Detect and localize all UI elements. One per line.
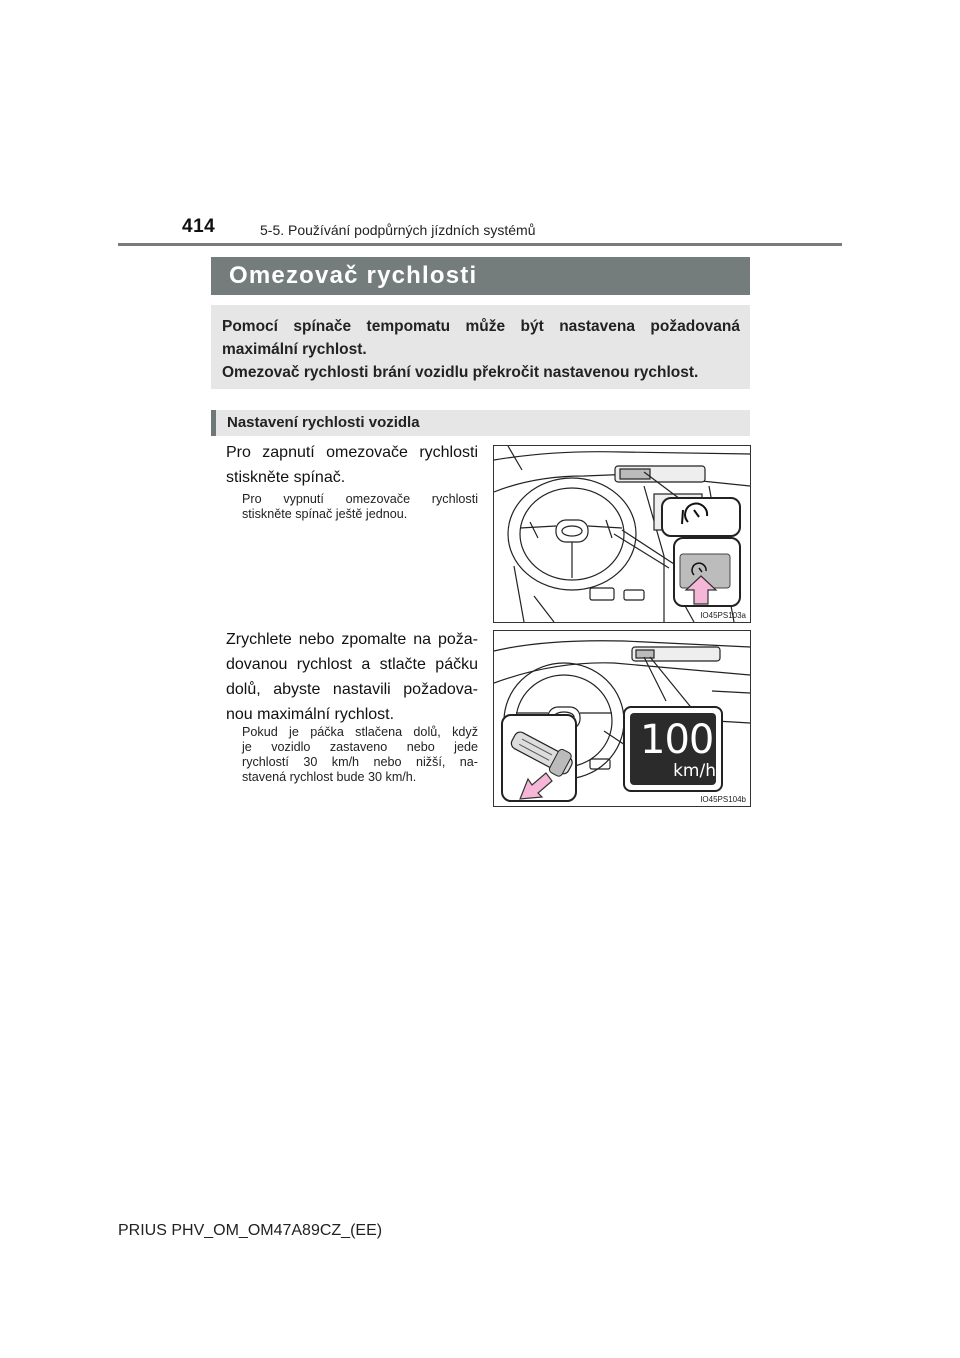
step2-note-line: Pokud je páčka stlačena dolů, když bbox=[242, 725, 478, 739]
step1-note bbox=[242, 492, 478, 522]
figure-cruise-switch bbox=[493, 445, 751, 623]
page-title-bar bbox=[211, 257, 750, 295]
page-title: Omezovač rychlosti bbox=[229, 262, 478, 289]
figure-code: IO45PS103a bbox=[700, 611, 746, 620]
subheading-marker bbox=[211, 410, 216, 436]
step2-note-line: je vozidlo zastaveno nebo jede bbox=[242, 740, 478, 754]
dashboard-illustration bbox=[494, 446, 750, 622]
step2-line: dovanou rychlost a stlačte páčku bbox=[226, 656, 478, 673]
step1-note-line: Pro vypnutí omezovače rychlosti bbox=[242, 492, 478, 506]
footer-document-code: PRIUS PHV_OM_OM47A89CZ_(EE) bbox=[118, 1222, 383, 1239]
step2-text bbox=[226, 627, 478, 727]
subheading bbox=[211, 410, 750, 436]
step2-note-line: rychlostí 30 km/h nebo nižší, na- bbox=[242, 755, 478, 769]
step1-line: stiskněte spínač. bbox=[226, 469, 346, 486]
speed-unit: km/h bbox=[673, 761, 716, 781]
step1-line: Pro zapnutí omezovače rychlosti bbox=[226, 444, 478, 461]
intro-box bbox=[211, 305, 750, 389]
intro-line: Pomocí spínače tempomatu může být nastavena požadovaná bbox=[222, 318, 740, 335]
step1-note-line: stiskněte spínač ještě jednou. bbox=[242, 507, 408, 521]
intro-line: Omezovač rychlosti brání vozidlu překročit nastavenou rychlost. bbox=[222, 364, 699, 381]
step2-line: Zrychlete nebo zpomalte na poža- bbox=[226, 631, 478, 648]
step2-note-line: stavená rychlost bude 30 km/h. bbox=[242, 770, 417, 784]
speed-value: 100 bbox=[640, 717, 714, 763]
header-rule bbox=[118, 243, 842, 246]
subheading-text: Nastavení rychlosti vozidla bbox=[227, 414, 420, 431]
intro-line: maximální rychlost. bbox=[222, 341, 367, 358]
step2-line: nou maximální rychlost. bbox=[226, 706, 395, 723]
page-number: 414 bbox=[182, 216, 216, 237]
section-label: 5-5. Používání podpůrných jízdních systémů bbox=[260, 222, 536, 238]
figure-code: IO45PS104b bbox=[700, 795, 746, 804]
step2-line: dolů, abyste nastavili požadova- bbox=[226, 681, 478, 698]
step2-note bbox=[242, 725, 478, 785]
step1-text bbox=[226, 440, 478, 490]
figure-speed-lever bbox=[493, 630, 751, 807]
